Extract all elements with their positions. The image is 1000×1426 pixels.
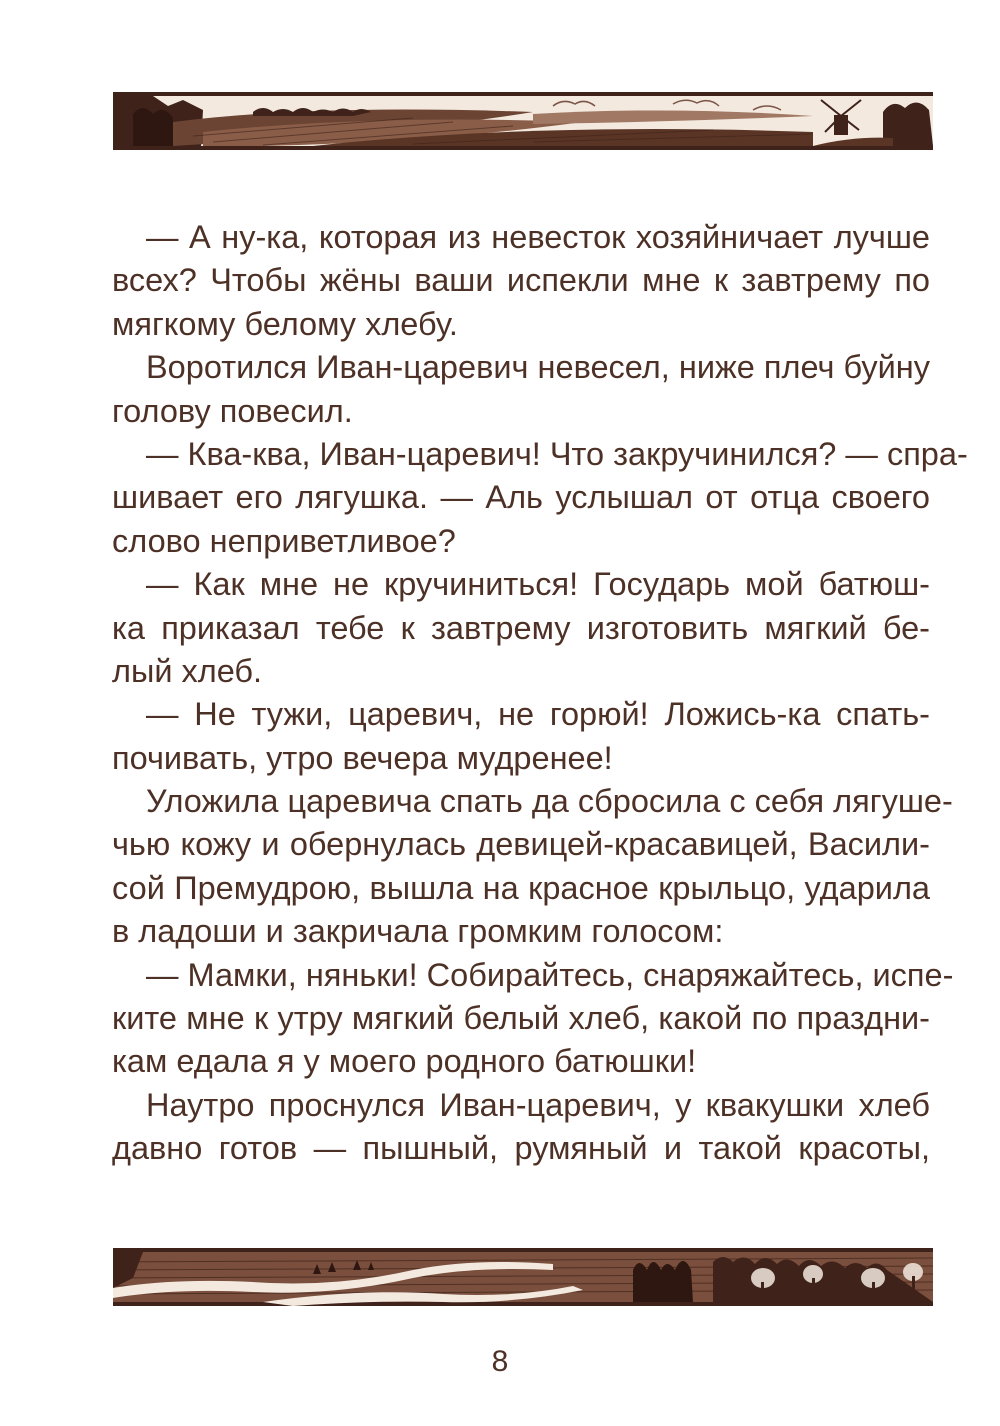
landscape-with-windmill-image: [113, 92, 933, 150]
text-line: лый хлеб.: [112, 652, 263, 689]
text-line: — Не тужи, царевич, не горюй! Ложись-ка спать-: [146, 696, 930, 733]
text-line: всех? Чтобы жёны ваши испекли мне к завтрему по: [112, 262, 930, 299]
text-line: Воротился Иван-царевич невесел, ниже плеч буйну: [146, 349, 930, 386]
text-line: ка приказал тебе к завтрему изготовить мягкий бе-: [112, 609, 930, 646]
text-line: чью кожу и обернулась девицей-красавицей, Васили-: [112, 826, 930, 863]
text-line: голову повесил.: [112, 392, 353, 429]
text-line: ките мне к утру мягкий белый хлеб, какой по праздни-: [112, 1000, 930, 1037]
text-line: слово неприветливое?: [112, 522, 456, 559]
story-text-block: [112, 216, 968, 1171]
river-landscape-image: [113, 1248, 933, 1306]
text-line: шивает его лягушка. — Аль услышал от отца своего: [112, 479, 930, 516]
text-line: — Мамки, няньки! Собирайтесь, снаряжайтесь, испе-: [146, 956, 954, 993]
text-line: Наутро проснулся Иван-царевич, у квакушки хлеб: [146, 1086, 930, 1123]
text-line: в ладоши и закричала громким голосом:: [112, 913, 724, 950]
text-line: — Ква-ква, Иван-царевич! Что закручинился? — спра-: [146, 435, 968, 472]
top-landscape-illustration: [113, 92, 933, 150]
text-line: кам едала я у моего родного батюшки!: [112, 1043, 697, 1080]
page-number: 8: [491, 1345, 509, 1378]
text-line: почивать, утро вечера мудренее!: [112, 739, 613, 776]
text-line: — А ну-ка, которая из невесток хозяйничает лучше: [146, 219, 930, 255]
text-line: сой Премудрою, вышла на красное крыльцо, ударила: [112, 869, 930, 906]
text-line: Уложила царевича спать да сбросила с себя лягуше-: [146, 783, 953, 820]
text-line: давно готов — пышный, румяный и такой красоты,: [112, 1130, 930, 1167]
text-line: — Как мне не кручиниться! Государь мой батюш-: [146, 566, 930, 603]
bottom-landscape-illustration: [113, 1248, 933, 1306]
text-line: мягкому белому хлебу.: [112, 305, 458, 342]
